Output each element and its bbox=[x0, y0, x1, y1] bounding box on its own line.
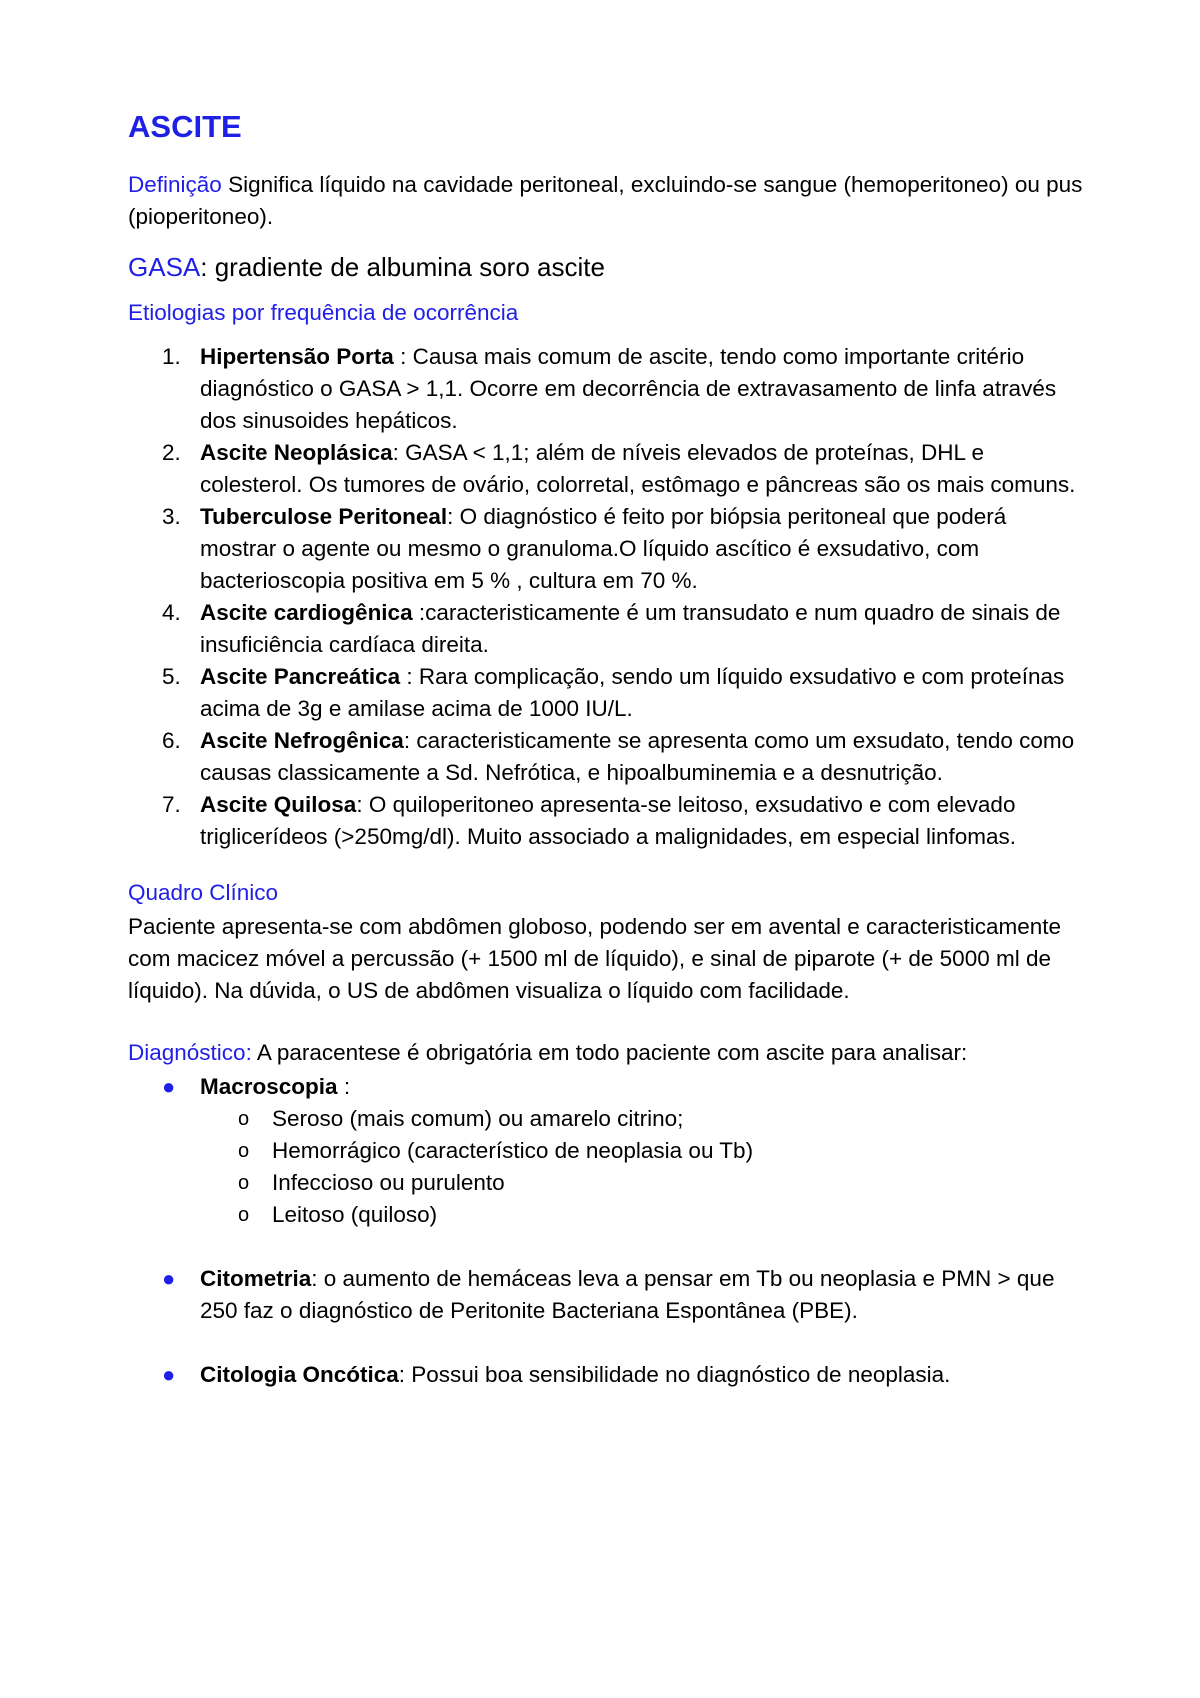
quadro-clinico-heading: Quadro Clínico bbox=[128, 880, 279, 905]
hollow-circle-icon: o bbox=[238, 1172, 250, 1194]
item-text: : O quiloperitoneo apresenta-se leitoso, exsudativo e com elevado triglicerídeos (>250mg/dl). Muito associado a malignidades, em especial linfomas. bbox=[200, 792, 1017, 849]
sub-item-text: Infeccioso ou purulento bbox=[272, 1170, 505, 1195]
item-term: Tuberculose Peritoneal bbox=[200, 504, 448, 529]
list-item bbox=[128, 725, 1088, 789]
list-item bbox=[128, 661, 1088, 725]
list-item bbox=[128, 1359, 1088, 1391]
etiologias-list bbox=[128, 341, 1088, 853]
item-term: Citologia Oncótica bbox=[200, 1362, 399, 1387]
sub-list-item bbox=[200, 1199, 1088, 1231]
list-number: 1. bbox=[162, 344, 181, 369]
item-term: Citometria bbox=[200, 1266, 312, 1291]
diagnostico-paragraph bbox=[128, 1037, 1088, 1069]
definition-paragraph bbox=[128, 169, 1088, 233]
list-number: 4. bbox=[162, 600, 181, 625]
list-item bbox=[128, 597, 1088, 661]
list-number: 6. bbox=[162, 728, 181, 753]
gasa-label: GASA bbox=[128, 252, 201, 282]
list-number: 7. bbox=[162, 792, 181, 817]
gasa-paragraph bbox=[128, 249, 1088, 285]
hollow-circle-icon: o bbox=[238, 1140, 250, 1162]
sub-item-text: Leitoso (quiloso) bbox=[272, 1202, 438, 1227]
item-text: : caracteristicamente se apresenta como um exsudato, tendo como causas classicamente a Sd. Nefrótica, e hipoalbuminemia e a desnutrição. bbox=[200, 728, 1075, 785]
item-term: Ascite Nefrogênica bbox=[200, 728, 404, 753]
bullet-icon: ● bbox=[162, 1074, 176, 1099]
list-item bbox=[128, 1071, 1088, 1231]
item-text: : O diagnóstico é feito por biópsia peritoneal que poderá mostrar o agente ou mesmo o granuloma.O líquido ascítico é exsudativo, com bacterioscopia positiva em 5 % , cultura em 70 %. bbox=[200, 504, 1007, 593]
item-text: : Causa mais comum de ascite, tendo como importante critério diagnóstico o GASA > 1,1. Ocorre em decorrência de extravasamento de linfa através dos sinusoides hepáticos. bbox=[200, 344, 1057, 433]
etiologias-heading: Etiologias por frequência de ocorrência bbox=[128, 300, 519, 325]
hollow-circle-icon: o bbox=[238, 1204, 250, 1226]
definition-label: Definição bbox=[128, 172, 222, 197]
quadro-clinico-text: Paciente apresenta-se com abdômen globoso, podendo ser em avental e caracteristicamente com macicez móvel a percussão (+ 1500 ml de líquido), e sinal de piparote (+ de 5000 ml de líquido). Na dúvida, o US de abdômen visualiza o líquido com facilidade. bbox=[128, 914, 1062, 1003]
sub-item-text: Seroso (mais comum) ou amarelo citrino; bbox=[272, 1106, 684, 1131]
item-term: Ascite Quilosa bbox=[200, 792, 357, 817]
sub-item-text: Hemorrágico (característico de neoplasia ou Tb) bbox=[272, 1138, 754, 1163]
document-page bbox=[128, 105, 1088, 1423]
hollow-circle-icon: o bbox=[238, 1108, 250, 1130]
document-title: ASCITE bbox=[128, 109, 242, 144]
item-term: Macroscopia bbox=[200, 1074, 338, 1099]
item-term: Ascite cardiogênica bbox=[200, 600, 413, 625]
diagnostico-list bbox=[128, 1071, 1088, 1391]
item-term: Hipertensão Porta bbox=[200, 344, 394, 369]
item-text: :caracteristicamente é um transudato e num quadro de sinais de insuficiência cardíaca direita. bbox=[200, 600, 1061, 657]
macroscopia-sublist bbox=[200, 1103, 1088, 1231]
item-text: : Rara complicação, sendo um líquido exsudativo e com proteínas acima de 3g e amilase acima de 1000 IU/L. bbox=[200, 664, 1065, 721]
list-item bbox=[128, 501, 1088, 597]
list-item bbox=[128, 437, 1088, 501]
list-item bbox=[128, 1263, 1088, 1327]
item-text: : bbox=[337, 1074, 351, 1099]
item-text: : Possui boa sensibilidade no diagnóstico de neoplasia. bbox=[398, 1362, 951, 1387]
bullet-icon: ● bbox=[162, 1266, 176, 1291]
diagnostico-label: Diagnóstico: bbox=[128, 1040, 252, 1065]
diagnostico-text: A paracentese é obrigatória em todo paciente com ascite para analisar: bbox=[251, 1040, 968, 1065]
list-number: 5. bbox=[162, 664, 181, 689]
item-term: Ascite Neoplásica bbox=[200, 440, 393, 465]
list-number: 3. bbox=[162, 504, 181, 529]
list-item bbox=[128, 789, 1088, 853]
sub-list-item bbox=[200, 1135, 1088, 1167]
sub-list-item bbox=[200, 1103, 1088, 1135]
item-text: : GASA < 1,1; além de níveis elevados de proteínas, DHL e colesterol. Os tumores de ovário, colorretal, estômago e pâncreas são os mais comuns. bbox=[200, 440, 1076, 497]
list-number: 2. bbox=[162, 440, 181, 465]
gasa-text: : gradiente de albumina soro ascite bbox=[200, 252, 605, 282]
sub-list-item bbox=[200, 1167, 1088, 1199]
definition-text: Significa líquido na cavidade peritoneal, excluindo-se sangue (hemoperitoneo) ou pus (pioperitoneo). bbox=[128, 172, 1083, 229]
bullet-icon: ● bbox=[162, 1362, 176, 1387]
item-term: Ascite Pancreática bbox=[200, 664, 401, 689]
list-item bbox=[128, 341, 1088, 437]
item-text: : o aumento de hemáceas leva a pensar em Tb ou neoplasia e PMN > que 250 faz o diagnóstico de Peritonite Bacteriana Espontânea (PBE). bbox=[200, 1266, 1055, 1323]
